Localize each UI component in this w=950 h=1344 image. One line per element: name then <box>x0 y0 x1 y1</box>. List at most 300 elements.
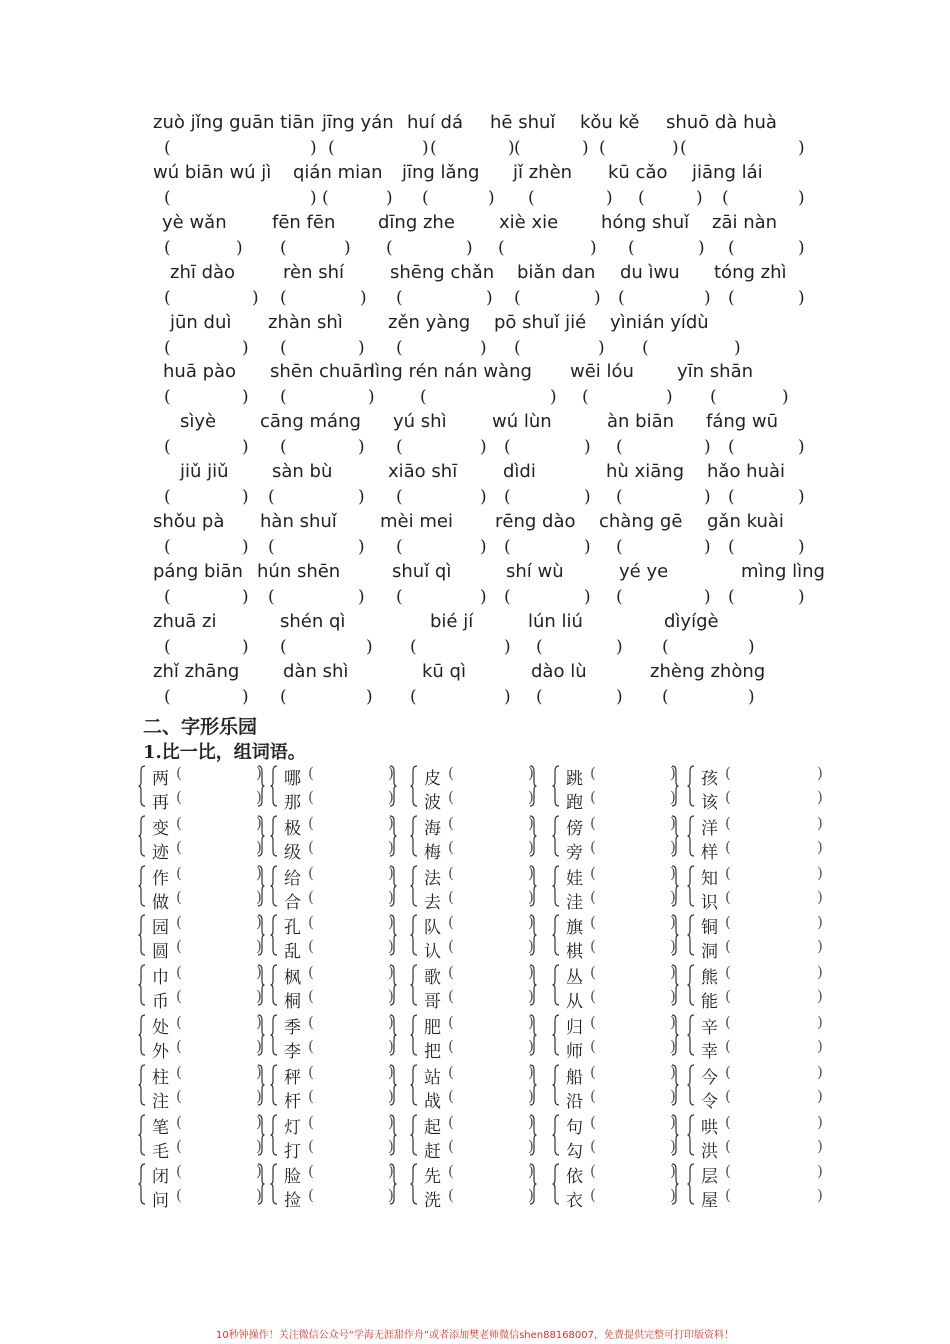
open-paren[interactable]: ( <box>722 187 729 208</box>
word-answer-blank[interactable]: ( <box>308 1136 314 1155</box>
answer-paren-row <box>150 338 810 361</box>
pinyin-word: tóng zhì <box>714 261 787 283</box>
close-paren: ) <box>670 788 676 806</box>
close-paren: ) <box>242 337 249 358</box>
close-paren: ) <box>817 863 823 882</box>
open-paren[interactable]: ( <box>164 487 171 508</box>
word-answer-blank[interactable]: ( <box>590 788 596 806</box>
open-paren[interactable]: ( <box>728 287 735 308</box>
open-paren[interactable]: ( <box>328 138 335 158</box>
word-answer-blank[interactable]: ( <box>590 887 596 906</box>
compare-line <box>424 987 544 1011</box>
word-answer-blank[interactable]: ( <box>725 1012 731 1031</box>
pinyin-words <box>150 511 810 537</box>
word-answer-blank[interactable]: ( <box>176 1112 182 1131</box>
word-answer-blank[interactable]: ( <box>176 1062 182 1081</box>
compare-row <box>138 1160 823 1212</box>
open-paren[interactable]: ( <box>536 686 543 707</box>
open-paren[interactable]: ( <box>396 537 403 558</box>
open-paren[interactable]: ( <box>396 437 403 458</box>
pinyin-word: jīng lǎng <box>402 161 480 183</box>
close-paren: ) <box>670 1136 676 1155</box>
compare-pair <box>687 812 823 863</box>
open-paren[interactable]: ( <box>728 487 735 508</box>
word-answer-blank[interactable]: ( <box>448 764 454 782</box>
open-paren[interactable]: ( <box>618 287 625 308</box>
word-answer-blank[interactable]: ( <box>448 1062 454 1081</box>
open-paren[interactable]: ( <box>280 387 287 408</box>
open-paren[interactable]: ( <box>642 337 649 358</box>
word-answer-blank[interactable]: ( <box>590 764 596 782</box>
left-brace-icon <box>270 1014 278 1056</box>
character: 从 <box>566 992 583 1013</box>
word-answer-blank[interactable]: ( <box>176 764 182 782</box>
close-paren: ) <box>798 287 805 308</box>
word-answer-blank[interactable]: ( <box>725 1086 731 1105</box>
answer-paren-row <box>150 687 810 710</box>
open-paren[interactable]: ( <box>410 686 417 707</box>
open-paren[interactable]: ( <box>662 686 669 707</box>
left-brace-icon <box>410 865 418 907</box>
word-answer-blank[interactable]: ( <box>308 1012 314 1031</box>
character: 师 <box>566 1041 583 1062</box>
compare-line <box>152 814 272 838</box>
close-paren: ) <box>360 287 367 308</box>
open-paren[interactable]: ( <box>536 636 543 657</box>
left-brace-icon <box>270 1064 278 1106</box>
open-paren[interactable]: ( <box>322 187 329 208</box>
character: 李 <box>284 1041 301 1062</box>
character: 今 <box>701 1067 718 1088</box>
word-answer-blank[interactable]: ( <box>725 963 731 982</box>
character: 皮 <box>424 769 441 789</box>
compare-pair <box>270 762 402 812</box>
word-answer-blank[interactable]: ( <box>725 1062 731 1081</box>
word-answer-blank[interactable]: ( <box>590 1012 596 1031</box>
close-paren: ) <box>528 1062 534 1081</box>
compare-line <box>701 987 821 1011</box>
word-answer-blank[interactable]: ( <box>448 863 454 882</box>
close-paren: ) <box>256 837 262 856</box>
close-paren: ) <box>582 138 589 158</box>
character: 能 <box>701 992 718 1013</box>
open-paren[interactable]: ( <box>514 287 521 308</box>
word-answer-blank[interactable]: ( <box>176 963 182 982</box>
open-paren[interactable]: ( <box>710 387 717 408</box>
close-paren: ) <box>358 487 365 508</box>
word-answer-blank[interactable]: ( <box>176 837 182 856</box>
close-paren: ) <box>528 963 534 982</box>
character: 外 <box>152 1041 169 1062</box>
word-answer-blank[interactable]: ( <box>448 1112 454 1131</box>
answer-paren-row <box>150 537 810 560</box>
compare-pair <box>552 1111 684 1161</box>
word-answer-blank[interactable]: ( <box>590 1062 596 1081</box>
word-answer-blank[interactable]: ( <box>448 1012 454 1031</box>
open-paren[interactable]: ( <box>396 487 403 508</box>
close-paren: ) <box>798 237 805 258</box>
word-answer-blank[interactable]: ( <box>725 764 731 782</box>
word-answer-blank[interactable]: ( <box>176 1186 182 1205</box>
open-paren[interactable]: ( <box>628 237 635 258</box>
word-answer-blank[interactable]: ( <box>448 788 454 806</box>
open-paren[interactable]: ( <box>268 587 275 608</box>
word-answer-blank[interactable]: ( <box>725 937 731 956</box>
compare-pair <box>138 911 270 961</box>
word-answer-blank[interactable]: ( <box>176 913 182 932</box>
open-paren[interactable]: ( <box>164 587 171 608</box>
word-answer-blank[interactable]: ( <box>308 813 314 832</box>
left-brace-icon <box>138 914 146 956</box>
word-answer-blank[interactable]: ( <box>448 1186 454 1205</box>
open-paren[interactable]: ( <box>164 686 171 707</box>
open-paren[interactable]: ( <box>504 487 511 508</box>
word-answer-blank[interactable]: ( <box>308 1186 314 1205</box>
compare-line <box>424 1087 544 1111</box>
pinyin-word: cāng máng <box>260 411 361 433</box>
character: 枫 <box>284 968 301 989</box>
word-answer-blank[interactable]: ( <box>725 887 731 906</box>
word-answer-blank[interactable]: ( <box>176 788 182 806</box>
word-answer-blank[interactable]: ( <box>448 1136 454 1155</box>
open-paren[interactable]: ( <box>514 138 521 158</box>
open-paren[interactable]: ( <box>504 537 511 558</box>
pinyin-word: chàng gē <box>599 511 683 533</box>
close-paren: ) <box>388 1012 394 1031</box>
left-brace-icon <box>687 914 695 956</box>
pinyin-words <box>150 162 810 188</box>
word-answer-blank[interactable]: ( <box>308 837 314 856</box>
open-paren[interactable]: ( <box>164 287 171 308</box>
left-brace-icon <box>687 865 695 907</box>
character: 歌 <box>424 968 441 989</box>
close-paren: ) <box>798 187 805 208</box>
compare-pair <box>552 1160 684 1210</box>
character: 巾 <box>152 968 169 989</box>
compare-pair <box>270 862 402 912</box>
word-answer-blank[interactable]: ( <box>176 813 182 832</box>
word-answer-blank[interactable]: ( <box>308 1086 314 1105</box>
close-paren: ) <box>508 138 515 158</box>
word-answer-blank[interactable]: ( <box>308 987 314 1006</box>
open-paren[interactable]: ( <box>164 138 171 158</box>
open-paren[interactable]: ( <box>528 187 535 208</box>
word-answer-blank[interactable]: ( <box>176 863 182 882</box>
character: 先 <box>424 1167 441 1188</box>
open-paren[interactable]: ( <box>268 487 275 508</box>
close-paren: ) <box>388 1186 394 1205</box>
character: 跑 <box>566 793 583 813</box>
word-answer-blank[interactable]: ( <box>308 1036 314 1055</box>
word-answer-blank[interactable]: ( <box>590 813 596 832</box>
word-answer-blank[interactable]: ( <box>590 987 596 1006</box>
open-paren[interactable]: ( <box>504 587 511 608</box>
open-paren[interactable]: ( <box>164 337 171 358</box>
close-paren: ) <box>670 1162 676 1181</box>
close-paren: ) <box>480 487 487 508</box>
compare-line <box>284 1137 404 1161</box>
character: 洗 <box>424 1191 441 1212</box>
word-answer-blank[interactable]: ( <box>448 1036 454 1055</box>
open-paren[interactable]: ( <box>728 537 735 558</box>
word-answer-blank[interactable]: ( <box>448 987 454 1006</box>
compare-pair <box>552 862 684 912</box>
pinyin-word: sìyè <box>180 411 217 433</box>
word-answer-blank[interactable]: ( <box>308 1062 314 1081</box>
word-answer-blank[interactable]: ( <box>448 1162 454 1181</box>
word-answer-blank[interactable]: ( <box>590 1036 596 1055</box>
open-paren[interactable]: ( <box>164 187 171 208</box>
character: 洞 <box>701 942 718 963</box>
word-answer-blank[interactable]: ( <box>448 1086 454 1105</box>
open-paren[interactable]: ( <box>280 337 287 358</box>
pinyin-word: shén qì <box>280 610 346 632</box>
open-paren[interactable]: ( <box>514 337 521 358</box>
word-answer-blank[interactable]: ( <box>590 963 596 982</box>
open-paren[interactable]: ( <box>728 237 735 258</box>
compare-pair <box>410 911 542 961</box>
compare-line <box>566 1013 686 1037</box>
left-brace-icon <box>138 1014 146 1056</box>
close-paren: ) <box>422 138 429 158</box>
left-brace-icon <box>270 865 278 907</box>
pinyin-row <box>150 461 810 511</box>
open-paren[interactable]: ( <box>662 636 669 657</box>
word-answer-blank[interactable]: ( <box>308 788 314 806</box>
close-paren: ) <box>256 1062 262 1081</box>
open-paren[interactable]: ( <box>599 138 606 158</box>
close-paren: ) <box>480 587 487 608</box>
pinyin-word: zěn yàng <box>388 311 471 333</box>
close-paren: ) <box>466 237 473 258</box>
close-paren: ) <box>704 537 711 558</box>
open-paren[interactable]: ( <box>616 437 623 458</box>
word-answer-blank[interactable]: ( <box>308 1162 314 1181</box>
word-answer-blank[interactable]: ( <box>176 1036 182 1055</box>
open-paren[interactable]: ( <box>422 187 429 208</box>
open-paren[interactable]: ( <box>616 587 623 608</box>
compare-pair <box>270 911 402 961</box>
left-brace-icon <box>552 765 560 807</box>
close-paren: ) <box>817 1112 823 1131</box>
left-brace-icon <box>138 765 146 807</box>
pinyin-word: jīng yán <box>322 112 394 133</box>
open-paren[interactable]: ( <box>504 437 511 458</box>
word-answer-blank[interactable]: ( <box>725 837 731 856</box>
left-brace-icon <box>410 815 418 857</box>
compare-pair <box>410 862 542 912</box>
pinyin-word: shuō dà huà <box>666 112 777 133</box>
word-answer-blank[interactable]: ( <box>725 1162 731 1181</box>
close-paren: ) <box>480 437 487 458</box>
close-paren: ) <box>388 1136 394 1155</box>
compare-line <box>701 937 821 961</box>
compare-line <box>284 888 404 912</box>
compare-line <box>424 788 544 812</box>
word-answer-blank[interactable]: ( <box>725 1036 731 1055</box>
word-answer-blank[interactable]: ( <box>308 937 314 956</box>
footer-note: 10秒钟操作！关注微信公众号“学海无涯甜作舟”或者添加樊老师微信shen88168007，免费提供完整可打印版资料！ <box>215 1330 735 1341</box>
word-answer-blank[interactable]: ( <box>590 1112 596 1131</box>
left-brace-icon <box>552 1163 560 1205</box>
close-paren: ) <box>528 1186 534 1205</box>
compare-line <box>284 987 404 1011</box>
character: 波 <box>424 793 441 813</box>
open-paren[interactable]: ( <box>728 587 735 608</box>
word-answer-blank[interactable]: ( <box>725 1112 731 1131</box>
open-paren[interactable]: ( <box>498 237 505 258</box>
character: 灯 <box>284 1117 301 1138</box>
word-answer-blank[interactable]: ( <box>308 963 314 982</box>
word-answer-blank[interactable]: ( <box>308 913 314 932</box>
word-answer-blank[interactable]: ( <box>448 937 454 956</box>
pinyin-word: wú lùn <box>492 411 552 433</box>
character: 赶 <box>424 1141 441 1162</box>
character: 船 <box>566 1067 583 1088</box>
word-answer-blank[interactable]: ( <box>590 1136 596 1155</box>
answer-paren-row <box>150 637 810 660</box>
left-brace-icon <box>552 815 560 857</box>
compare-line <box>701 814 821 838</box>
word-answer-blank[interactable]: ( <box>590 837 596 856</box>
word-answer-blank[interactable]: ( <box>448 837 454 856</box>
word-answer-blank[interactable]: ( <box>176 887 182 906</box>
compare-row <box>138 1111 823 1162</box>
character: 哥 <box>424 992 441 1013</box>
pinyin-word: hù xiāng <box>606 461 685 483</box>
pinyin-word: shēng chǎn <box>390 261 495 283</box>
character: 起 <box>424 1117 441 1138</box>
character: 棋 <box>566 942 583 963</box>
word-answer-blank[interactable]: ( <box>725 863 731 882</box>
compare-pair <box>138 812 270 862</box>
compare-pair <box>552 961 684 1011</box>
open-paren[interactable]: ( <box>164 636 171 657</box>
word-answer-blank[interactable]: ( <box>448 963 454 982</box>
character: 战 <box>424 1091 441 1112</box>
open-paren[interactable]: ( <box>164 387 171 408</box>
pinyin-word: jiǔ jiǔ <box>180 461 229 483</box>
compare-line <box>152 1113 272 1137</box>
open-paren[interactable]: ( <box>410 636 417 657</box>
open-paren[interactable]: ( <box>280 237 287 258</box>
word-answer-blank[interactable]: ( <box>590 1086 596 1105</box>
pinyin-section <box>150 112 825 711</box>
open-paren[interactable]: ( <box>616 487 623 508</box>
word-answer-blank[interactable]: ( <box>590 937 596 956</box>
compare-line <box>566 1087 686 1111</box>
compare-line <box>284 1162 404 1186</box>
open-paren[interactable]: ( <box>268 537 275 558</box>
open-paren[interactable]: ( <box>280 686 287 707</box>
close-paren: ) <box>616 636 623 657</box>
word-answer-blank[interactable]: ( <box>590 1186 596 1205</box>
close-paren: ) <box>584 587 591 608</box>
word-answer-blank[interactable]: ( <box>590 913 596 932</box>
open-paren[interactable]: ( <box>582 387 589 408</box>
character: 知 <box>701 868 718 889</box>
word-answer-blank[interactable]: ( <box>176 1136 182 1155</box>
open-paren[interactable]: ( <box>728 437 735 458</box>
close-paren: ) <box>256 788 262 806</box>
open-paren[interactable]: ( <box>396 337 403 358</box>
open-paren[interactable]: ( <box>164 437 171 458</box>
open-paren[interactable]: ( <box>280 437 287 458</box>
word-answer-blank[interactable]: ( <box>725 813 731 832</box>
pinyin-row <box>150 561 825 611</box>
close-paren: ) <box>670 913 676 932</box>
word-answer-blank[interactable]: ( <box>725 913 731 932</box>
compare-line <box>701 864 821 888</box>
open-paren[interactable]: ( <box>680 138 687 158</box>
word-answer-blank[interactable]: ( <box>725 987 731 1006</box>
word-answer-blank[interactable]: ( <box>176 1162 182 1181</box>
open-paren[interactable]: ( <box>164 537 171 558</box>
word-answer-blank[interactable]: ( <box>725 1186 731 1205</box>
compare-pair <box>687 1061 823 1112</box>
answer-paren-row <box>150 587 810 610</box>
close-paren: ) <box>528 1136 534 1155</box>
open-paren[interactable]: ( <box>430 138 437 158</box>
close-paren: ) <box>252 287 259 308</box>
close-paren: ) <box>358 337 365 358</box>
open-paren[interactable]: ( <box>396 587 403 608</box>
close-paren: ) <box>734 337 741 358</box>
word-answer-blank[interactable]: ( <box>176 1086 182 1105</box>
open-paren[interactable]: ( <box>280 636 287 657</box>
pinyin-row <box>150 312 810 362</box>
open-paren[interactable]: ( <box>280 287 287 308</box>
compare-line <box>424 1037 544 1061</box>
close-paren: ) <box>672 138 679 158</box>
word-answer-blank[interactable]: ( <box>725 788 731 806</box>
word-answer-blank[interactable]: ( <box>308 863 314 882</box>
character: 丛 <box>566 968 583 989</box>
pinyin-word: zāi nàn <box>712 211 778 233</box>
word-answer-blank[interactable]: ( <box>448 887 454 906</box>
close-paren: ) <box>798 537 805 558</box>
open-paren[interactable]: ( <box>420 387 427 408</box>
word-answer-blank[interactable]: ( <box>308 764 314 782</box>
word-answer-blank[interactable]: ( <box>308 887 314 906</box>
word-answer-blank[interactable]: ( <box>448 813 454 832</box>
word-answer-blank[interactable]: ( <box>590 1162 596 1181</box>
compare-pair <box>410 1061 542 1111</box>
open-paren[interactable]: ( <box>616 537 623 558</box>
word-answer-blank[interactable]: ( <box>725 1136 731 1155</box>
close-paren: ) <box>528 887 534 906</box>
word-answer-blank[interactable]: ( <box>176 937 182 956</box>
word-answer-blank[interactable]: ( <box>176 1012 182 1031</box>
word-answer-blank[interactable]: ( <box>590 863 596 882</box>
answer-paren-row <box>150 387 810 410</box>
character: 辛 <box>701 1017 718 1038</box>
pinyin-word: lìng rén nán wàng <box>370 361 532 383</box>
open-paren[interactable]: ( <box>386 237 393 258</box>
character: 洪 <box>701 1141 718 1162</box>
open-paren[interactable]: ( <box>638 187 645 208</box>
compare-line <box>424 864 544 888</box>
compare-pair <box>138 1111 270 1161</box>
word-answer-blank[interactable]: ( <box>448 913 454 932</box>
character: 旁 <box>566 842 583 863</box>
word-answer-blank[interactable]: ( <box>176 987 182 1006</box>
word-answer-blank[interactable]: ( <box>308 1112 314 1131</box>
character: 乱 <box>284 942 301 963</box>
open-paren[interactable]: ( <box>164 237 171 258</box>
open-paren[interactable]: ( <box>396 287 403 308</box>
compare-line <box>152 864 272 888</box>
